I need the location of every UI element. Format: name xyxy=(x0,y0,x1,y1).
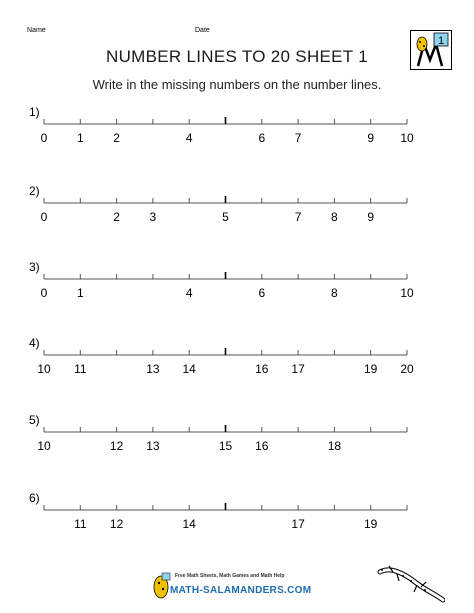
tick-label: 16 xyxy=(255,439,269,453)
tick-label: 5 xyxy=(222,210,229,224)
footer-tagline: Free Math Sheets, Math Games and Math Help xyxy=(175,573,285,579)
tick-label: 14 xyxy=(182,362,196,376)
salamander-illustration-icon xyxy=(375,560,445,605)
salamander-logo-icon xyxy=(410,30,452,70)
tick-label: 17 xyxy=(291,362,305,376)
tick-label: 12 xyxy=(109,439,124,453)
tick-label: 6 xyxy=(258,131,266,145)
tick-label: 4 xyxy=(185,131,193,145)
tick-label: 20 xyxy=(400,362,414,376)
tick-label: 2 xyxy=(113,210,120,224)
problem-number: 5) xyxy=(29,413,40,427)
tick-label: 0 xyxy=(40,210,48,224)
tick-label: 1 xyxy=(76,286,84,300)
tick-label: 4 xyxy=(185,286,193,300)
tick-label: 7 xyxy=(294,210,302,224)
tick-label: 0 xyxy=(40,286,48,300)
problem-number: 1) xyxy=(29,105,40,119)
instructions: Write in the missing numbers on the number lines. xyxy=(92,77,382,92)
tick-label: 9 xyxy=(367,131,375,145)
tick-label: 9 xyxy=(367,210,375,224)
tick-label: 1 xyxy=(76,131,84,145)
tick-label: 19 xyxy=(364,517,378,531)
tick-label: 13 xyxy=(146,362,160,376)
problem-number: 2) xyxy=(29,184,40,198)
tick-label: 8 xyxy=(331,286,338,300)
footer-logo-icon xyxy=(150,571,172,599)
tick-label: 10 xyxy=(400,286,414,300)
problem-number: 4) xyxy=(29,336,40,350)
date-label: Date xyxy=(195,27,210,34)
tick-label: 18 xyxy=(327,439,342,453)
tick-label: 12 xyxy=(109,517,124,531)
logo-digit: 1 xyxy=(437,35,445,47)
tick-label: 15 xyxy=(218,439,233,453)
problem-number: 3) xyxy=(29,260,40,274)
tick-label: 19 xyxy=(364,362,378,376)
page-title: NUMBER LINES TO 20 SHEET 1 xyxy=(106,47,368,66)
tick-label: 3 xyxy=(149,210,157,224)
tick-label: 8 xyxy=(331,210,338,224)
tick-label: 0 xyxy=(40,131,48,145)
footer-brand: MATH-SALAMANDERS.COM xyxy=(170,585,312,596)
tick-label: 10 xyxy=(37,362,51,376)
tick-label: 14 xyxy=(182,517,196,531)
tick-label: 6 xyxy=(258,286,266,300)
tick-label: 10 xyxy=(400,131,414,145)
problem-number: 6) xyxy=(29,491,40,505)
name-label: Name xyxy=(27,27,46,34)
tick-label: 7 xyxy=(294,131,302,145)
tick-label: 16 xyxy=(255,362,269,376)
tick-label: 11 xyxy=(74,362,87,376)
tick-label: 10 xyxy=(37,439,51,453)
tick-label: 13 xyxy=(146,439,160,453)
tick-label: 17 xyxy=(291,517,305,531)
tick-label: 11 xyxy=(74,517,87,531)
tick-label: 2 xyxy=(113,131,120,145)
